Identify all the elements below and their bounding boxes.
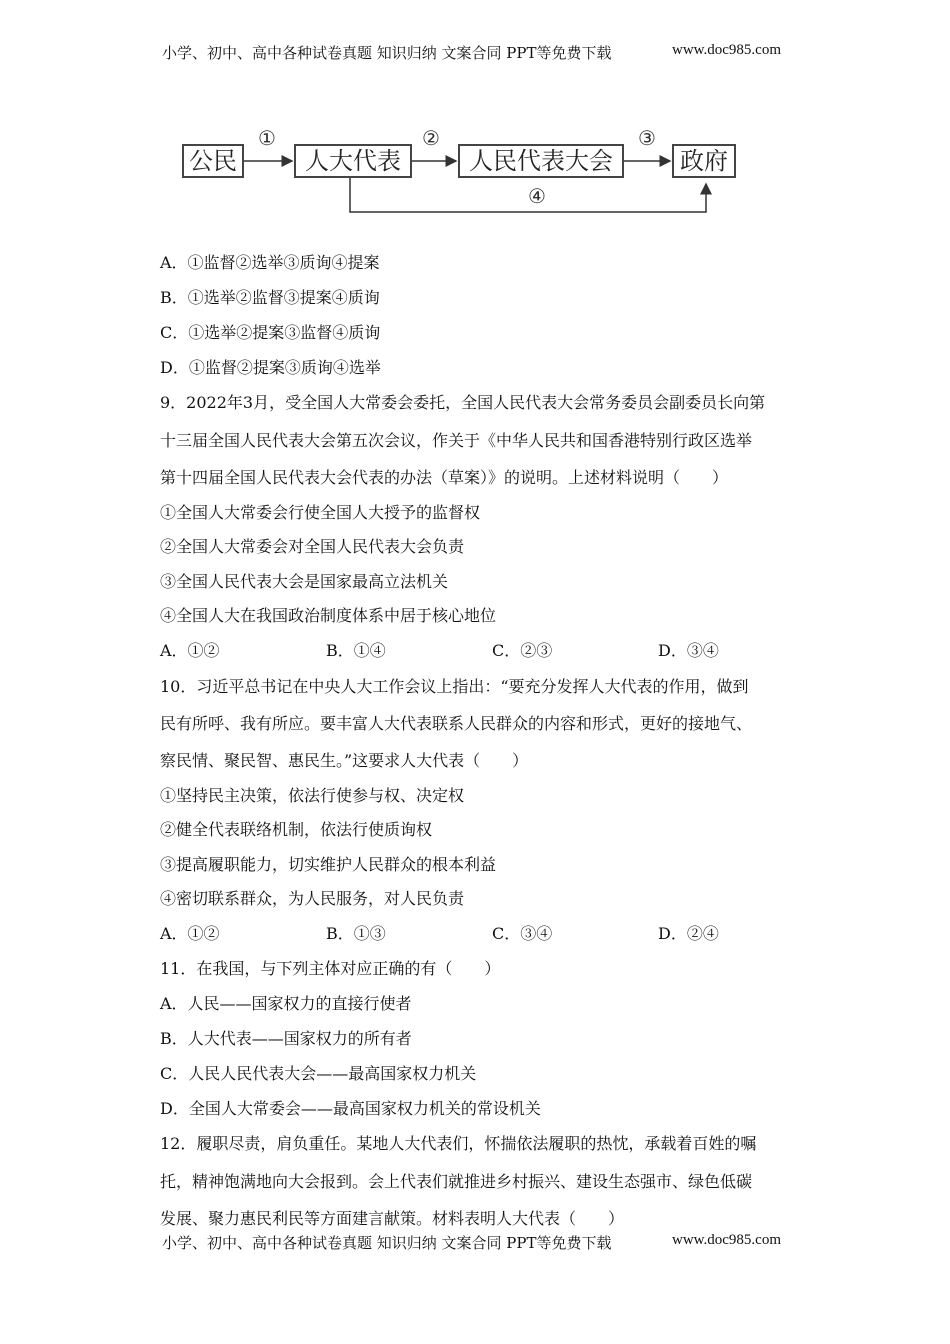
q8-option-b: B．①选举②监督③提案④质询 [160,288,380,307]
footer-left-text: 小学、初中、高中各种试卷真题 知识归纳 文案合同 PPT等免费下载 [162,1234,612,1252]
q9-option-a: A．①② [160,641,220,660]
q11-option-a: A．人民——国家权力的直接行使者 [160,994,412,1013]
box-citizen: 公民 [182,144,244,178]
q9-option-b: B．①④ [326,641,386,660]
q11-stem: 11．在我国，与下列主体对应正确的有（ ） [160,959,501,978]
q9-stem-line-3: 第十四届全国人民代表大会代表的办法（草案）》的说明。上述材料说明（ ） [160,468,729,487]
q10-statement-2: ②健全代表联络机制，依法行使质询权 [160,820,433,839]
box-government: 政府 [672,144,736,178]
q9-options [160,640,800,662]
q10-stem-line-1: 10．习近平总书记在中央人大工作会议上指出：“要充分发挥人大代表的作用，做到 [160,677,749,696]
q9-stem-line-2: 十三届全国人民代表大会第五次会议，作关于《中华人民共和国香港特别行政区选举 [160,431,753,450]
box-npc-deputy: 人大代表 [294,144,412,178]
q9-statement-3: ③全国人民代表大会是国家最高立法机关 [160,572,449,591]
header-website[interactable]: www.doc985.com [672,42,782,58]
q12-stem-line-2: 托，精神饱满地向大会报到。会上代表们就推进乡村振兴、建设生态强市、绿色低碳 [160,1172,753,1191]
box-peoples-congress: 人民代表大会 [458,144,624,178]
q9-statement-2: ②全国人大常委会对全国人民代表大会负责 [160,537,465,556]
q9-stem-line-1: 9．2022年3月，受全国人大常委会委托，全国人民代表大会常务委员会副委员长向第 [160,393,766,412]
q9-option-c: C．②③ [492,641,553,660]
q11-option-d: D．全国人大常委会——最高国家权力机关的常设机关 [160,1099,541,1118]
q10-options [160,923,800,945]
q10-option-d: D．②④ [658,924,719,943]
q10-statement-4: ④密切联系群众，为人民服务，对人民负责 [160,889,465,908]
flow-diagram [180,122,740,218]
q9-statement-1: ①全国人大常委会行使全国人大授予的监督权 [160,503,481,522]
q10-statement-3: ③提高履职能力，切实维护人民群众的根本利益 [160,855,497,874]
q10-statement-1: ①坚持民主决策，依法行使参与权、决定权 [160,786,465,805]
label-3: ③ [638,126,656,150]
label-4: ④ [528,184,546,208]
q11-option-c: C．人民人民代表大会——最高国家权力机关 [160,1064,477,1083]
q12-stem-line-1: 12．履职尽责，肩负重任。某地人大代表们，怀揣依法履职的热忱，承载着百姓的嘱 [160,1134,757,1153]
q10-stem-line-3: 察民情、聚民智、惠民生。”这要求人大代表（ ） [160,751,529,770]
q10-option-a: A．①② [160,924,220,943]
q8-option-a: A．①监督②选举③质询④提案 [160,253,380,272]
page-header [0,42,950,62]
q9-option-d: D．③④ [658,641,719,660]
q9-statement-4: ④全国人大在我国政治制度体系中居于核心地位 [160,606,497,625]
header-left-text: 小学、初中、高中各种试卷真题 知识归纳 文案合同 PPT等免费下载 [162,44,612,62]
q8-option-c: C．①选举②提案③监督④质询 [160,323,381,342]
label-1: ① [258,126,276,150]
label-2: ② [422,126,440,150]
page-footer [0,1232,950,1252]
q10-stem-line-2: 民有所呼、我有所应。要丰富人大代表联系人民群众的内容和形式，更好的接地气、 [160,714,753,733]
q12-stem-line-3: 发展、聚力惠民利民等方面建言献策。材料表明人大代表（ ） [160,1209,625,1228]
q11-option-b: B．人大代表——国家权力的所有者 [160,1029,412,1048]
q10-option-b: B．①③ [326,924,386,943]
footer-website[interactable]: www.doc985.com [672,1232,782,1248]
q10-option-c: C．③④ [492,924,553,943]
q8-option-d: D．①监督②提案③质询④选举 [160,358,381,377]
